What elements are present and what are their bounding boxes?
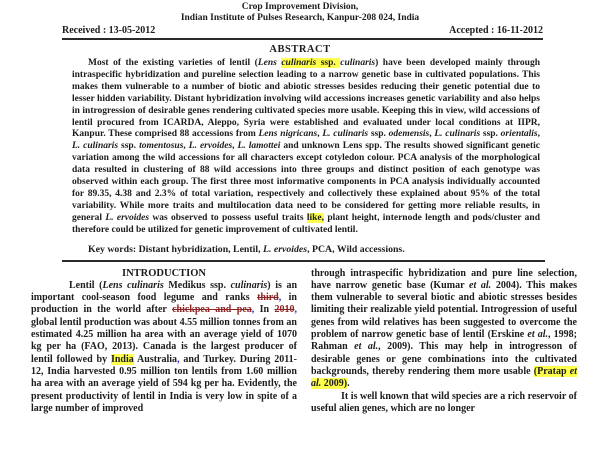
affiliation-division: Crop Improvement Division, bbox=[241, 2, 359, 12]
right-column-paragraph: through intraspecific hybridization and pure line selection, have narrow genetic base (Kumar et al. 2004). This makes them vulnerable to several biotic and abiotic stresses besides limiting their realizable yield potential. Introgression of useful genes from wild relatives has been suggested to overcome the problem of narrow genetic base of lentil (Erskine et al., 1998; Rahman et al., 2009). This may help in introgresson of desirable genes or gene combinations into the cultivated backgrounds, thereby rendering them more usable (Pratap et al. 2009). bbox=[311, 267, 577, 390]
dates-row bbox=[62, 25, 543, 40]
right-column-paragraph-2: It is well known that wild species are a rich reservoir of useful alien genes, which are no longer bbox=[311, 390, 577, 414]
accepted-date: Accepted : 16-11-2012 bbox=[449, 25, 543, 36]
left-column bbox=[31, 268, 297, 416]
abstract-paragraph: Most of the existing varieties of lentil (Lens culinaris ssp. culinaris) have been developed mainly through intraspecific hybridization and pureline selection leading to a narrow genetic base in cultivated populations. This makes them vulnerable to a number of biotic and abiotic stresses besides reducing their genetic potential due to lesser hidden variability. Distant hybridization involving wild accessions increases genetic variability and also helps in introgression of desirable genes rendering cultivated species more usable. Keeping this in view, wild accessions of lentil procured from ICARDA, Aleppo, Syria were established and evaluated under local conditions at IIPR, Kanpur. These comprised 88 accessions from Lens nigricans, L. culinaris ssp. odemensis, L. culinaris ssp. orientalis, L. culinaris ssp. tomentosus, L. ervoides, L. lamottei and unknown Lens spp. The results showed significant genetic variation among the wild accessions for all characters except cotyledon colour. PCA analysis of the morphological data resulted in clustering of 88 wild accessions into three groups and distinct position of each genotype was observed within each group. The first three most informative components in PCA analysis individually accounted for 89.35, 4.38 and 2.3% of total variation, respectively and collectively these explained about 95% of the total variability. While more traits and multilocation data need to be considered for getting more reliable results, in general L. ervoides was observed to possess useful traits like, plant height, internode length and pods/cluster and therefore could be utilized for genetic improvement of cultivated lentil. bbox=[72, 58, 541, 235]
abstract-heading: ABSTRACT bbox=[269, 44, 331, 55]
affiliation-institute: Indian Institute of Pulses Research, Kanpur-208 024, India bbox=[180, 13, 420, 23]
keywords-line: Key words: Distant hybridization, Lentil, L. ervoides, PCA, Wild accessions. bbox=[88, 243, 405, 255]
introduction-heading: INTRODUCTION bbox=[121, 267, 206, 279]
received-date: Received : 13-05-2012 bbox=[62, 25, 156, 36]
introduction-paragraph: Lentil (Lens culinaris Medikus ssp. culinaris) is an important cool-season food legume and ranks third, in production in the world after chickpea and pea, In 2010, global lentil production was about 4.55 million tonnes from an estimated 4.25 million ha area with an average yield of 1070 kg per ha (FAO, 2013). Canada is the largest producer of lentil followed by India Australia, and Turkey. During 2011-12, India harvested 0.95 million ton lentils from 1.60 million ha area with an average yield of 594 kg per ha. Evidently, the present productivity of lentil in India is very low in spite of a large number of improved bbox=[31, 279, 298, 414]
section-divider-rule bbox=[62, 260, 545, 262]
two-column-body bbox=[31, 268, 577, 416]
right-column bbox=[311, 268, 577, 416]
